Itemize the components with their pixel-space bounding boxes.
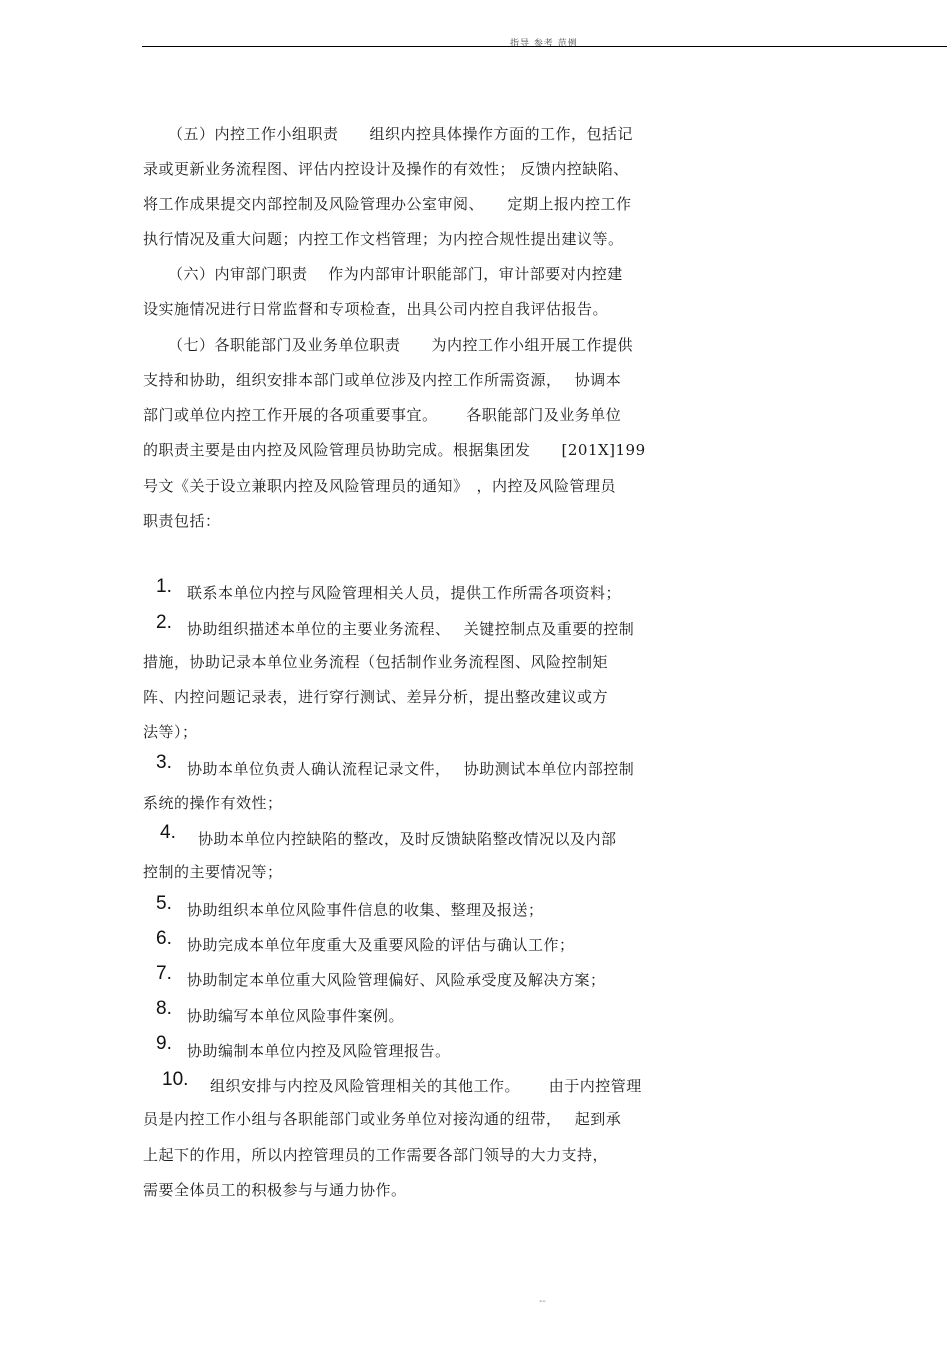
- list-item-4-line-2: 控制的主要情况等；: [143, 863, 283, 881]
- list-item-10-line-2: 员是内控工作小组与各职能部门或业务单位对接沟通的纽带， 起到承: [143, 1110, 622, 1128]
- list-item-3-line-1: 协助本单位负责人确认流程记录文件， 协助测试本单位内部控制: [187, 760, 635, 778]
- section-5-line-4: 执行情况及重大问题；内控工作文档管理；为内控合规性提出建议等。: [143, 230, 624, 248]
- section-5-line-3: 将工作成果提交内部控制及风险管理办公室审阅、 定期上报内控工作: [143, 195, 632, 213]
- section-7-line-3: 部门或单位内控工作开展的各项重要事宜。 各职能部门及业务单位: [143, 406, 622, 424]
- list-item-10-number: 10.: [162, 1069, 189, 1090]
- list-item-2-number: 2.: [156, 612, 172, 633]
- list-item-2-line-2: 措施，协助记录本单位业务流程（包括制作业务流程图、风险控制矩: [143, 653, 609, 671]
- section-7-line-4: 的职责主要是由内控及风险管理员协助完成。根据集团发 [201X]199: [143, 441, 646, 459]
- list-item-4-line-1: 协助本单位内控缺陷的整改，及时反馈缺陷整改情况以及内部: [198, 830, 617, 848]
- list-item-4-number: 4.: [160, 822, 176, 843]
- list-item-8-number: 8.: [156, 998, 172, 1019]
- list-item-7-number: 7.: [156, 963, 172, 984]
- list-item-8-text: 协助编写本单位风险事件案例。: [187, 1007, 405, 1025]
- section-7-line-2: 支持和协助，组织安排本部门或单位涉及内控工作所需资源， 协调本: [143, 371, 622, 389]
- page-header-text: 指导 参考 范例: [510, 39, 578, 49]
- section-6-line-1: （六）内审部门职责 作为内部审计职能部门，审计部要对内控建: [168, 265, 623, 283]
- section-5-line-1: （五）内控工作小组职责 组织内控具体操作方面的工作，包括记: [168, 125, 634, 143]
- list-item-10-line-1: 组织安排与内控及风险管理相关的其他工作。 由于内控管理: [210, 1077, 642, 1095]
- list-item-10-line-3: 上起下的作用，所以内控管理员的工作需要各部门领导的大力支持，: [143, 1146, 609, 1164]
- list-item-1-text: 联系本单位内控与风险管理相关人员，提供工作所需各项资料；: [187, 584, 622, 602]
- list-item-9-text: 协助编制本单位内控及风险管理报告。: [187, 1042, 451, 1060]
- section-7-line-5: 号文《关于设立兼职内控及风险管理员的通知》 ，内控及风险管理员: [143, 477, 617, 495]
- list-item-5-text: 协助组织本单位风险事件信息的收集、整理及报送；: [187, 901, 544, 919]
- list-item-7-text: 协助制定本单位重大风险管理偏好、风险承受度及解决方案；: [187, 971, 606, 989]
- section-7-line-6: 职责包括：: [143, 512, 221, 530]
- header-rule: [142, 46, 947, 47]
- list-item-6-number: 6.: [156, 928, 172, 949]
- list-item-2-line-1: 协助组织描述本单位的主要业务流程、 关键控制点及重要的控制: [187, 620, 635, 638]
- list-item-5-number: 5.: [156, 893, 172, 914]
- list-item-3-number: 3.: [156, 752, 172, 773]
- list-item-6-text: 协助完成本单位年度重大及重要风险的评估与确认工作；: [187, 936, 575, 954]
- section-7-line-1: （七）各职能部门及业务单位职责 为内控工作小组开展工作提供: [168, 336, 634, 354]
- section-6-line-2: 设实施情况进行日常监督和专项检查，出具公司内控自我评估报告。: [143, 300, 609, 318]
- list-item-3-line-2: 系统的操作有效性；: [143, 794, 283, 812]
- list-item-10-line-4: 需要全体员工的积极参与与通力协作。: [143, 1181, 407, 1199]
- list-item-9-number: 9.: [156, 1033, 172, 1054]
- list-item-2-line-3: 阵、内控问题记录表，进行穿行测试、差异分析，提出整改建议或方: [143, 688, 609, 706]
- list-item-1-number: 1.: [156, 576, 172, 597]
- footer-mark: --: [539, 1296, 546, 1307]
- section-5-line-2: 录或更新业务流程图、评估内控设计及操作的有效性； 反馈内控缺陷、: [143, 160, 629, 178]
- list-item-2-line-4: 法等）；: [143, 723, 198, 741]
